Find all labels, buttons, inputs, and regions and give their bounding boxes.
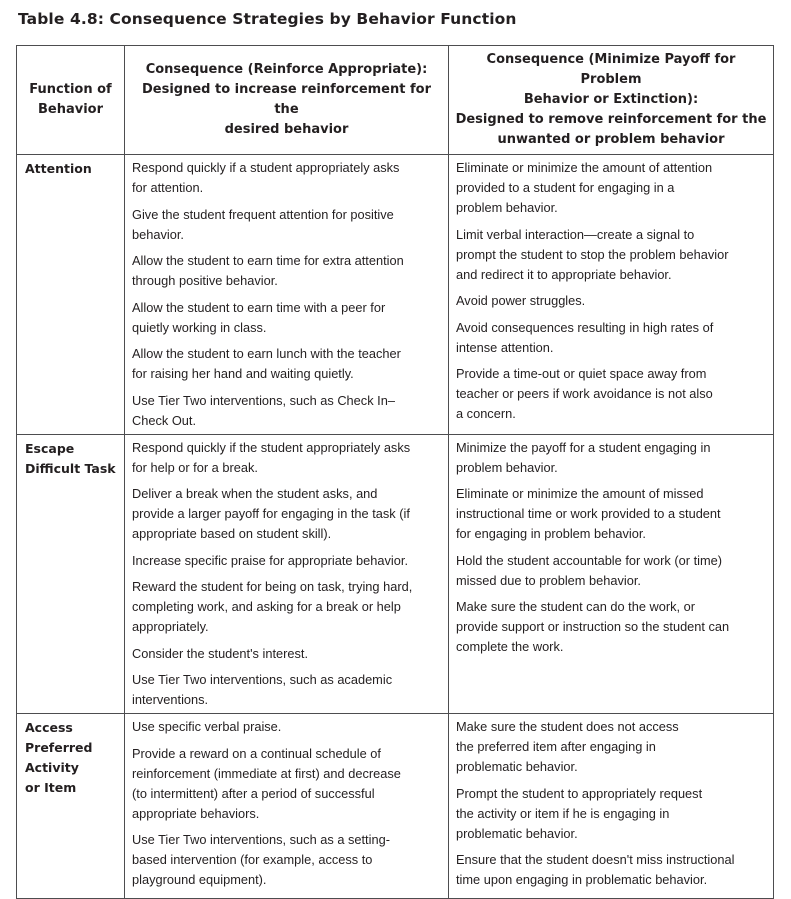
strategy-item: Give the student frequent attention for positive behavior. (132, 206, 394, 242)
strategy-item: Make sure the student can do the work, or provide support or instruction so the student can complete the work. (456, 599, 730, 654)
strategy-item: Use Tier Two interventions, such as academic interventions. (132, 672, 393, 707)
header-minimize: Consequence (Minimize Payoff for Problem Behavior or Extinction): Designed to remove reinforcement for the unwanted or problem behavior (449, 46, 774, 155)
table-row (17, 434, 774, 714)
table-row (17, 155, 774, 435)
strategy-item: Ensure that the student doesn't miss instructional time upon engaging in problematic behavior. (456, 852, 735, 887)
strategy-item: Use Tier Two interventions, such as a setting- based intervention (for example, access to playground equipment). (132, 832, 390, 887)
strategy-item: Avoid power struggles. (456, 293, 586, 308)
strategy-item: Make sure the student does not access the preferred item after engaging in problematic behavior. (456, 719, 679, 774)
strategy-item: Provide a reward on a continual schedule of reinforcement (immediate at first) and decrease (to intermittent) after a period of successful appropriate behaviors. (132, 745, 401, 821)
minimize-cell (449, 434, 774, 714)
header-function: Function of Behavior (17, 46, 125, 155)
strategy-item: Respond quickly if the student appropriately asks for help or for a break. (132, 439, 411, 475)
strategy-item: Limit verbal interaction—create a signal to prompt the student to stop the problem behavior and redirect it to appropriate behavior. (456, 226, 729, 282)
strategy-item: Use Tier Two interventions, such as Check In– Check Out. (132, 392, 395, 428)
strategy-item: Reward the student for being on task, trying hard, completing work, and asking for a break or help appropriately. (132, 579, 413, 634)
strategy-item: Eliminate or minimize the amount of missed instructional time or work provided to a student for engaging in problem behavior. (456, 486, 721, 541)
minimize-cell (449, 714, 774, 899)
strategy-item: Provide a time-out or quiet space away from teacher or peers if work avoidance is not also a concern. (456, 366, 713, 421)
table-title: Table 4.8: Consequence Strategies by Behavior Function (18, 10, 517, 28)
function-cell: Access Preferred Activity or Item (17, 714, 125, 899)
strategy-item: Respond quickly if a student appropriately asks for attention. (132, 160, 400, 195)
strategy-item: Allow the student to earn time for extra attention through positive behavior. (132, 253, 404, 288)
function-cell: Escape Difficult Task (17, 434, 125, 714)
strategy-item: Minimize the payoff for a student engaging in problem behavior. (456, 439, 711, 475)
reinforce-cell (125, 434, 449, 714)
strategy-item: Allow the student to earn lunch with the teacher for raising her hand and waiting quietly. (132, 346, 401, 381)
reinforce-cell (125, 714, 449, 899)
strategy-item: Prompt the student to appropriately request the activity or item if he is engaging in problematic behavior. (456, 785, 703, 841)
strategy-item: Avoid consequences resulting in high rates of intense attention. (456, 319, 714, 355)
strategy-item: Allow the student to earn time with a peer for quietly working in class. (132, 299, 386, 335)
header-reinforce: Consequence (Reinforce Appropriate): Designed to increase reinforcement for the desired behavior (125, 46, 449, 155)
strategy-item: Use specific verbal praise. (132, 719, 282, 734)
strategy-item: Consider the student's interest. (132, 645, 309, 661)
strategy-item: Eliminate or minimize the amount of attention provided to a student for engaging in a problem behavior. (456, 160, 713, 215)
strategy-item: Deliver a break when the student asks, and provide a larger payoff for engaging in the task (if appropriate based on student skill). (132, 486, 410, 541)
consequence-strategies-table (16, 45, 774, 899)
table-row (17, 714, 774, 899)
strategy-item: Increase specific praise for appropriate behavior. (132, 552, 408, 568)
minimize-cell (449, 155, 774, 435)
function-cell: Attention (17, 155, 125, 435)
strategy-item: Hold the student accountable for work (or time) missed due to problem behavior. (456, 552, 723, 588)
reinforce-cell (125, 155, 449, 435)
header-row (17, 46, 774, 155)
